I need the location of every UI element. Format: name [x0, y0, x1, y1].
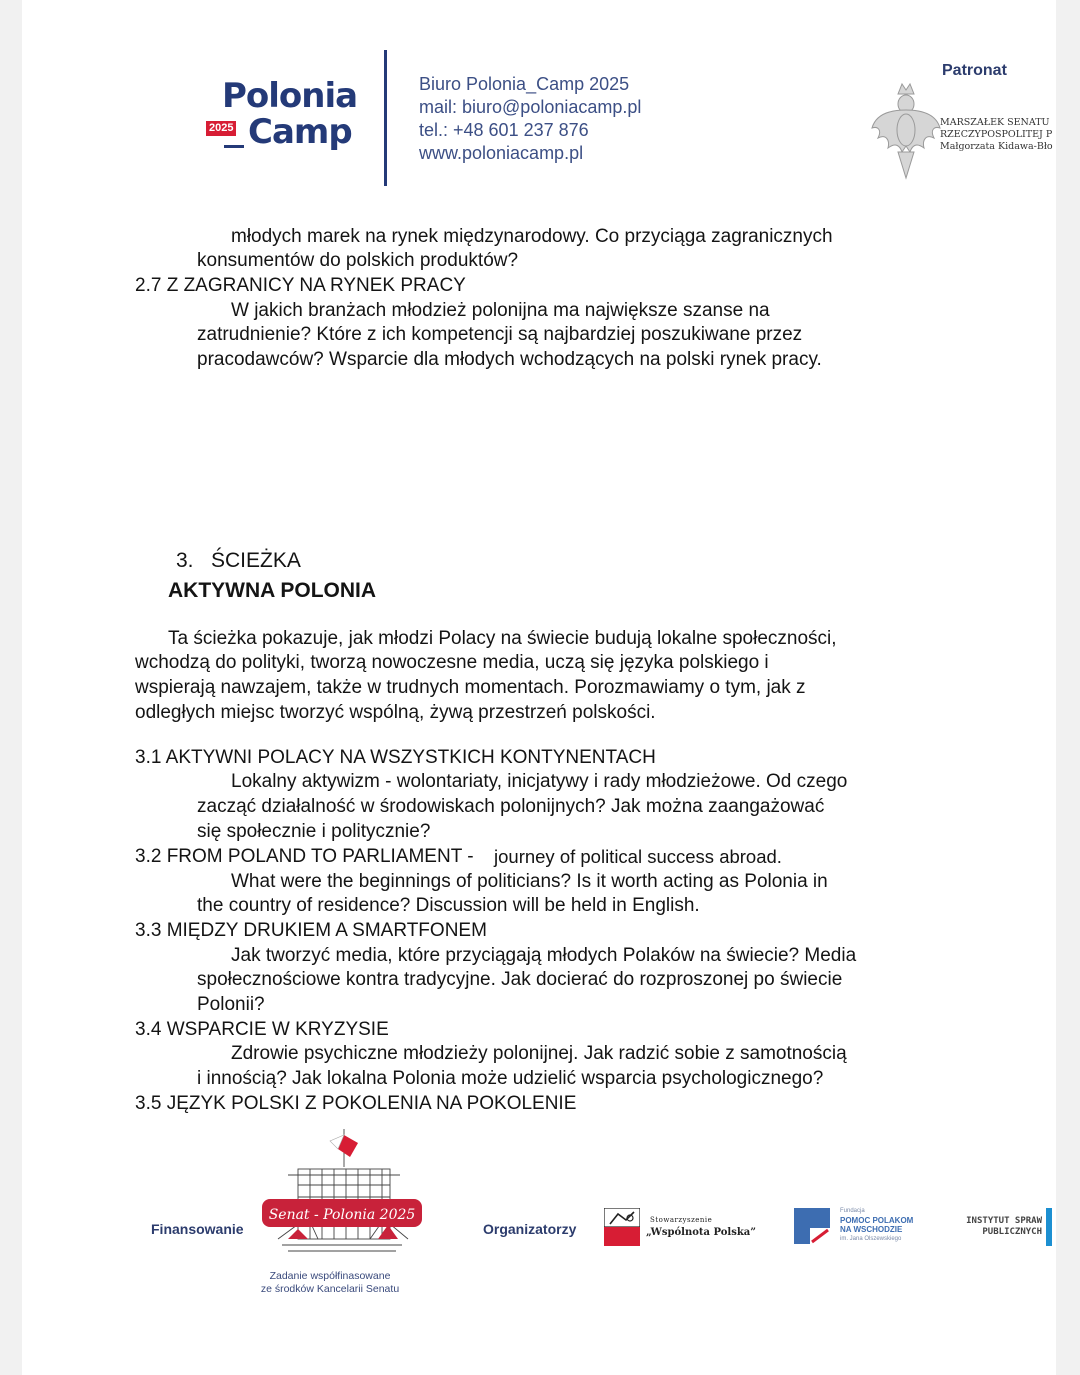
- eagle-emblem-icon: [870, 80, 942, 180]
- office-contact-block: [419, 73, 641, 165]
- office-name: Biuro Polonia_Camp 2025: [419, 74, 630, 94]
- patron-line-3: Małgorzata Kidawa-Bło: [940, 141, 1053, 152]
- body-line: the country of residence? Discussion will be held in English.: [197, 895, 700, 916]
- intro-line: wchodzą do polityki, tworzą nowoczesne media, uczą się języka polskiego i: [135, 652, 769, 673]
- office-email: mail: biuro@poloniacamp.pl: [419, 97, 642, 117]
- subsection-heading-2-7: 2.7 Z ZAGRANICY NA RYNEK PRACY: [135, 275, 466, 296]
- body-line: zatrudnienie? Które z ich kompetencji są najbardziej poszukiwane przez: [197, 324, 803, 345]
- senat-logo-text: Senat - Polonia 2025: [268, 1207, 416, 1223]
- financing-label: Finansowanie: [151, 1221, 244, 1237]
- fundacja-subtitle: im. Jana Olszewskiego: [840, 1236, 902, 1242]
- subsection-heading-3-5: 3.5 JĘZYK POLSKI Z POKOLENIA NA POKOLENIE: [135, 1093, 577, 1114]
- subsection-heading-3-4: 3.4 WSPARCIE W KRYZYSIE: [135, 1019, 389, 1040]
- body-line: What were the beginnings of politicians? Is it worth acting as Polonia in: [231, 871, 828, 892]
- intro-line: Ta ścieżka pokazuje, jak młodzi Polacy na świecie budują lokalne społeczności,: [168, 628, 837, 649]
- logo-year-badge: 2025: [206, 121, 236, 136]
- body-line: zacząć działalność w środowiskach polonijnych? Jak można zaangażować: [197, 796, 825, 817]
- body-line: się społecznie i politycznie?: [197, 821, 431, 842]
- subsection-heading-3-2: 3.2 FROM POLAND TO PARLIAMENT -: [135, 846, 474, 867]
- patron-line-1: MARSZAŁEK SENATU: [940, 117, 1050, 128]
- header-divider: [384, 50, 387, 186]
- patronat-label: Patronat: [942, 62, 1007, 79]
- patron-line-2: RZECZYPOSPOLITEJ P: [940, 129, 1053, 140]
- body-line: społecznościowe kontra tradycyjne. Jak docierać do rozproszonej po świecie: [197, 969, 843, 990]
- document-page: [22, 0, 1056, 1375]
- logo-underscore: [224, 145, 244, 148]
- senat-polonia-logo-icon: [258, 1125, 426, 1267]
- patron-name-block: [940, 117, 1053, 153]
- isp-logo-text: [948, 1216, 1042, 1238]
- fundacja-name: [840, 1216, 913, 1234]
- fundacja-name-line-2: NA WSCHODZIE: [840, 1225, 903, 1234]
- subsection-heading-3-2-tail: journey of political success abroad.: [494, 846, 782, 867]
- fundacja-name-line-1: POMOC POLAKOM: [840, 1216, 914, 1225]
- body-line: Polonii?: [197, 994, 265, 1015]
- senat-caption-line-1: Zadanie współfinasowane: [269, 1270, 391, 1282]
- intro-line: odległych miejsc tworzyć wspólną, żywą przestrzeń polskości.: [135, 702, 656, 723]
- logo-camp-text: Camp: [248, 112, 352, 152]
- subsection-heading-3-1: 3.1 AKTYWNI POLACY NA WSZYSTKICH KONTYNENTACH: [135, 747, 656, 768]
- office-phone: tel.: +48 601 237 876: [419, 120, 589, 140]
- isp-line-2: PUBLICZNYCH: [982, 1227, 1042, 1237]
- subsection-heading-3-3: 3.3 MIĘDZY DRUKIEM A SMARTFONEM: [135, 920, 487, 941]
- body-line: W jakich branżach młodzież polonijna ma największe szanse na: [231, 300, 770, 321]
- pomoc-polakom-logo-icon: [794, 1208, 830, 1244]
- body-line: Jak tworzyć media, które przyciągają młodych Polaków na świecie? Media: [231, 945, 857, 966]
- wspolnota-polska-logo-icon: [604, 1208, 640, 1246]
- office-website: www.poloniacamp.pl: [419, 143, 584, 163]
- body-line: konsumentów do polskich produktów?: [197, 250, 519, 271]
- organizers-label: Organizatorzy: [483, 1221, 577, 1237]
- section-title: AKTYWNA POLONIA: [168, 579, 377, 602]
- wspolnota-name: „Wspólnota Polska”: [646, 1227, 757, 1238]
- intro-line: wspierają nawzajem, także w trudnych momentach. Porozmawiamy o tym, jak z: [135, 677, 806, 698]
- section-number: 3.: [176, 549, 194, 572]
- body-line: Lokalny aktywizm - wolontariaty, inicjatywy i rady młodzieżowe. Od czego: [231, 771, 848, 792]
- logo-polonia-text: Polonia: [222, 76, 358, 116]
- senat-caption: [250, 1270, 410, 1296]
- senat-caption-line-2: ze środków Kancelarii Senatu: [260, 1283, 400, 1295]
- section-label: ŚCIEŻKA: [211, 549, 301, 572]
- isp-accent-bar: [1046, 1208, 1052, 1246]
- body-line: Zdrowie psychiczne młodzieży polonijnej. Jak radzić sobie z samotnością: [231, 1043, 847, 1064]
- body-line: pracodawców? Wsparcie dla młodych wchodzących na polski rynek pracy.: [197, 349, 822, 370]
- fundacja-small-text: Fundacja: [840, 1208, 865, 1214]
- body-line: i innością? Jak lokalna Polonia może udzielić wsparcia psychologicznego?: [197, 1068, 824, 1089]
- isp-line-1: INSTYTUT SPRAW: [966, 1216, 1042, 1226]
- body-line: młodych marek na rynek międzynarodowy. Co przyciąga zagranicznych: [231, 226, 833, 247]
- wspolnota-small-text: Stowarzyszenie: [650, 1216, 713, 1224]
